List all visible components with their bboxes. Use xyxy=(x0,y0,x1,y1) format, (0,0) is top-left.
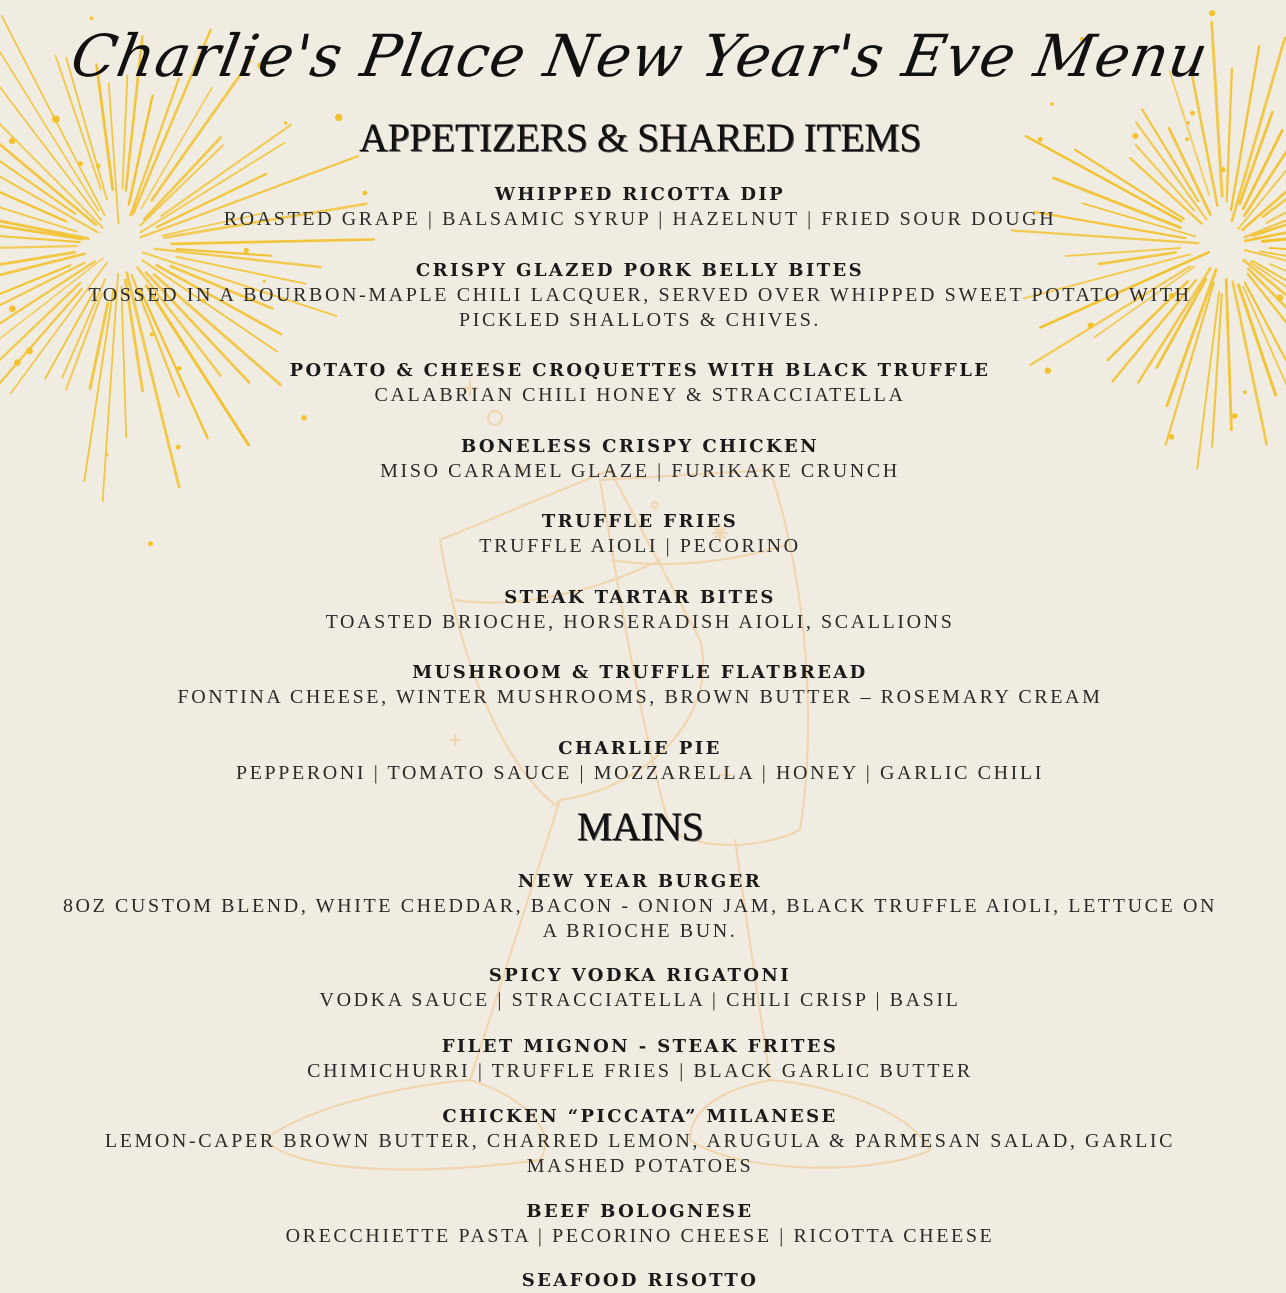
menu-item-croquettes xyxy=(60,358,1220,408)
menu-item-charlie-pie xyxy=(60,736,1220,786)
item-name: MUSHROOM & TRUFFLE FLATBREAD xyxy=(412,662,868,683)
appetizers-heading: APPETIZERS & SHARED ITEMS xyxy=(359,115,921,160)
item-name: SEAFOOD RISOTTO xyxy=(521,1270,759,1291)
item-name: WHIPPED RICOTTA DIP xyxy=(494,184,786,205)
menu-item-beef-bolognese xyxy=(60,1199,1220,1249)
menu-item-pork-belly-bites xyxy=(60,258,1220,333)
firework-spark xyxy=(9,305,16,312)
firework-spark xyxy=(96,164,101,169)
item-name: CHARLIE PIE xyxy=(558,738,722,759)
item-description: FONTINA CHEESE, WINTER MUSHROOMS, BROWN BUTTER – ROSEMARY CREAM xyxy=(177,686,1103,708)
mains-heading: MAINS xyxy=(576,804,704,849)
item-description: PEPPERONI | TOMATO SAUCE | MOZZARELLA | HONEY | GARLIC CHILI xyxy=(236,762,1044,784)
firework-spark xyxy=(1276,294,1283,301)
menu-item-truffle-fries xyxy=(60,509,1220,559)
menu-title: Charlie's Place New Year's Eve Menu xyxy=(66,22,1214,90)
menu-item-crispy-chicken xyxy=(60,434,1220,484)
firework-spark xyxy=(1243,390,1247,394)
item-description: CALABRIAN CHILI HONEY & STRACCIATELLA xyxy=(374,384,906,406)
menu-item-whipped-ricotta-dip xyxy=(60,182,1220,232)
item-description: LEMON-CAPER BROWN BUTTER, CHARRED LEMON, ARUGULA & PARMESAN SALAD, GARLIC MASHED POTATOES xyxy=(104,1130,1176,1177)
firework-spark xyxy=(1232,413,1238,419)
firework-spark xyxy=(78,161,83,166)
firework-ray xyxy=(1243,286,1286,416)
firework-spark xyxy=(1209,10,1215,16)
menu-item-flatbread xyxy=(60,660,1220,710)
item-name: CRISPY GLAZED PORK BELLY BITES xyxy=(415,260,865,281)
firework-spark xyxy=(26,348,33,355)
menu-item-chicken-milanese xyxy=(60,1104,1220,1179)
menu-item-filet-mignon xyxy=(60,1034,1220,1084)
item-description: VODKA SAUCE | STRACCIATELLA | CHILI CRISP | BASIL xyxy=(319,989,961,1011)
item-description: TOSSED IN A BOURBON-MAPLE CHILI LACQUER, SERVED OVER WHIPPED SWEET POTATO WITH PICKLED SHALLOTS & CHIVES. xyxy=(88,284,1192,331)
item-description: CHIMICHURRI | TRUFFLE FRIES | BLACK GARLIC BUTTER xyxy=(307,1060,973,1082)
item-description: TOASTED BRIOCHE, HORSERADISH AIOLI, SCALLIONS xyxy=(325,611,955,633)
item-description: MISO CARAMEL GLAZE | FURIKAKE CRUNCH xyxy=(380,460,900,482)
firework-spark xyxy=(14,359,21,366)
firework-ray xyxy=(1226,279,1231,429)
firework-ray xyxy=(0,246,77,250)
item-description: TRUFFLE AIOLI | PECORINO xyxy=(479,535,801,557)
firework-spark xyxy=(244,248,249,253)
firework-spark xyxy=(90,16,94,20)
menu-item-steak-tartar xyxy=(60,585,1220,635)
menu-item-seafood-risotto xyxy=(60,1268,1220,1293)
item-name: NEW YEAR BURGER xyxy=(517,871,763,892)
item-name: TRUFFLE FRIES xyxy=(541,511,739,532)
item-name: FILET MIGNON - STEAK FRITES xyxy=(441,1036,839,1057)
item-name: BONELESS CRISPY CHICKEN xyxy=(460,436,820,457)
firework-spark xyxy=(1050,102,1054,106)
firework-spark xyxy=(301,415,307,421)
item-name: BEEF BOLOGNESE xyxy=(526,1201,754,1222)
item-name: SPICY VODKA RIGATONI xyxy=(488,965,792,986)
menu-item-vodka-rigatoni xyxy=(60,963,1220,1013)
firework-ray xyxy=(172,239,374,243)
firework-ray xyxy=(1012,230,1198,243)
firework-spark xyxy=(1220,167,1225,172)
item-description: 8OZ CUSTOM BLEND, WHITE CHEDDAR, BACON - ONION JAM, BLACK TRUFFLE AIOLI, LETTUCE ON A BRIOCHE BUN. xyxy=(62,895,1218,942)
item-name: CHICKEN “PICCATA” MILANESE xyxy=(442,1106,838,1127)
item-name: POTATO & CHEESE CROQUETTES WITH BLACK TRUFFLE xyxy=(289,360,991,381)
item-description: ROASTED GRAPE | BALSAMIC SYRUP | HAZELNUT | FRIED SOUR DOUGH xyxy=(223,208,1057,230)
firework-ray xyxy=(1233,282,1267,444)
item-description: ORECCHIETTE PASTA | PECORINO CHEESE | RICOTTA CHEESE xyxy=(285,1225,995,1247)
menu-item-new-year-burger xyxy=(60,869,1220,944)
item-name: STEAK TARTAR BITES xyxy=(504,587,776,608)
